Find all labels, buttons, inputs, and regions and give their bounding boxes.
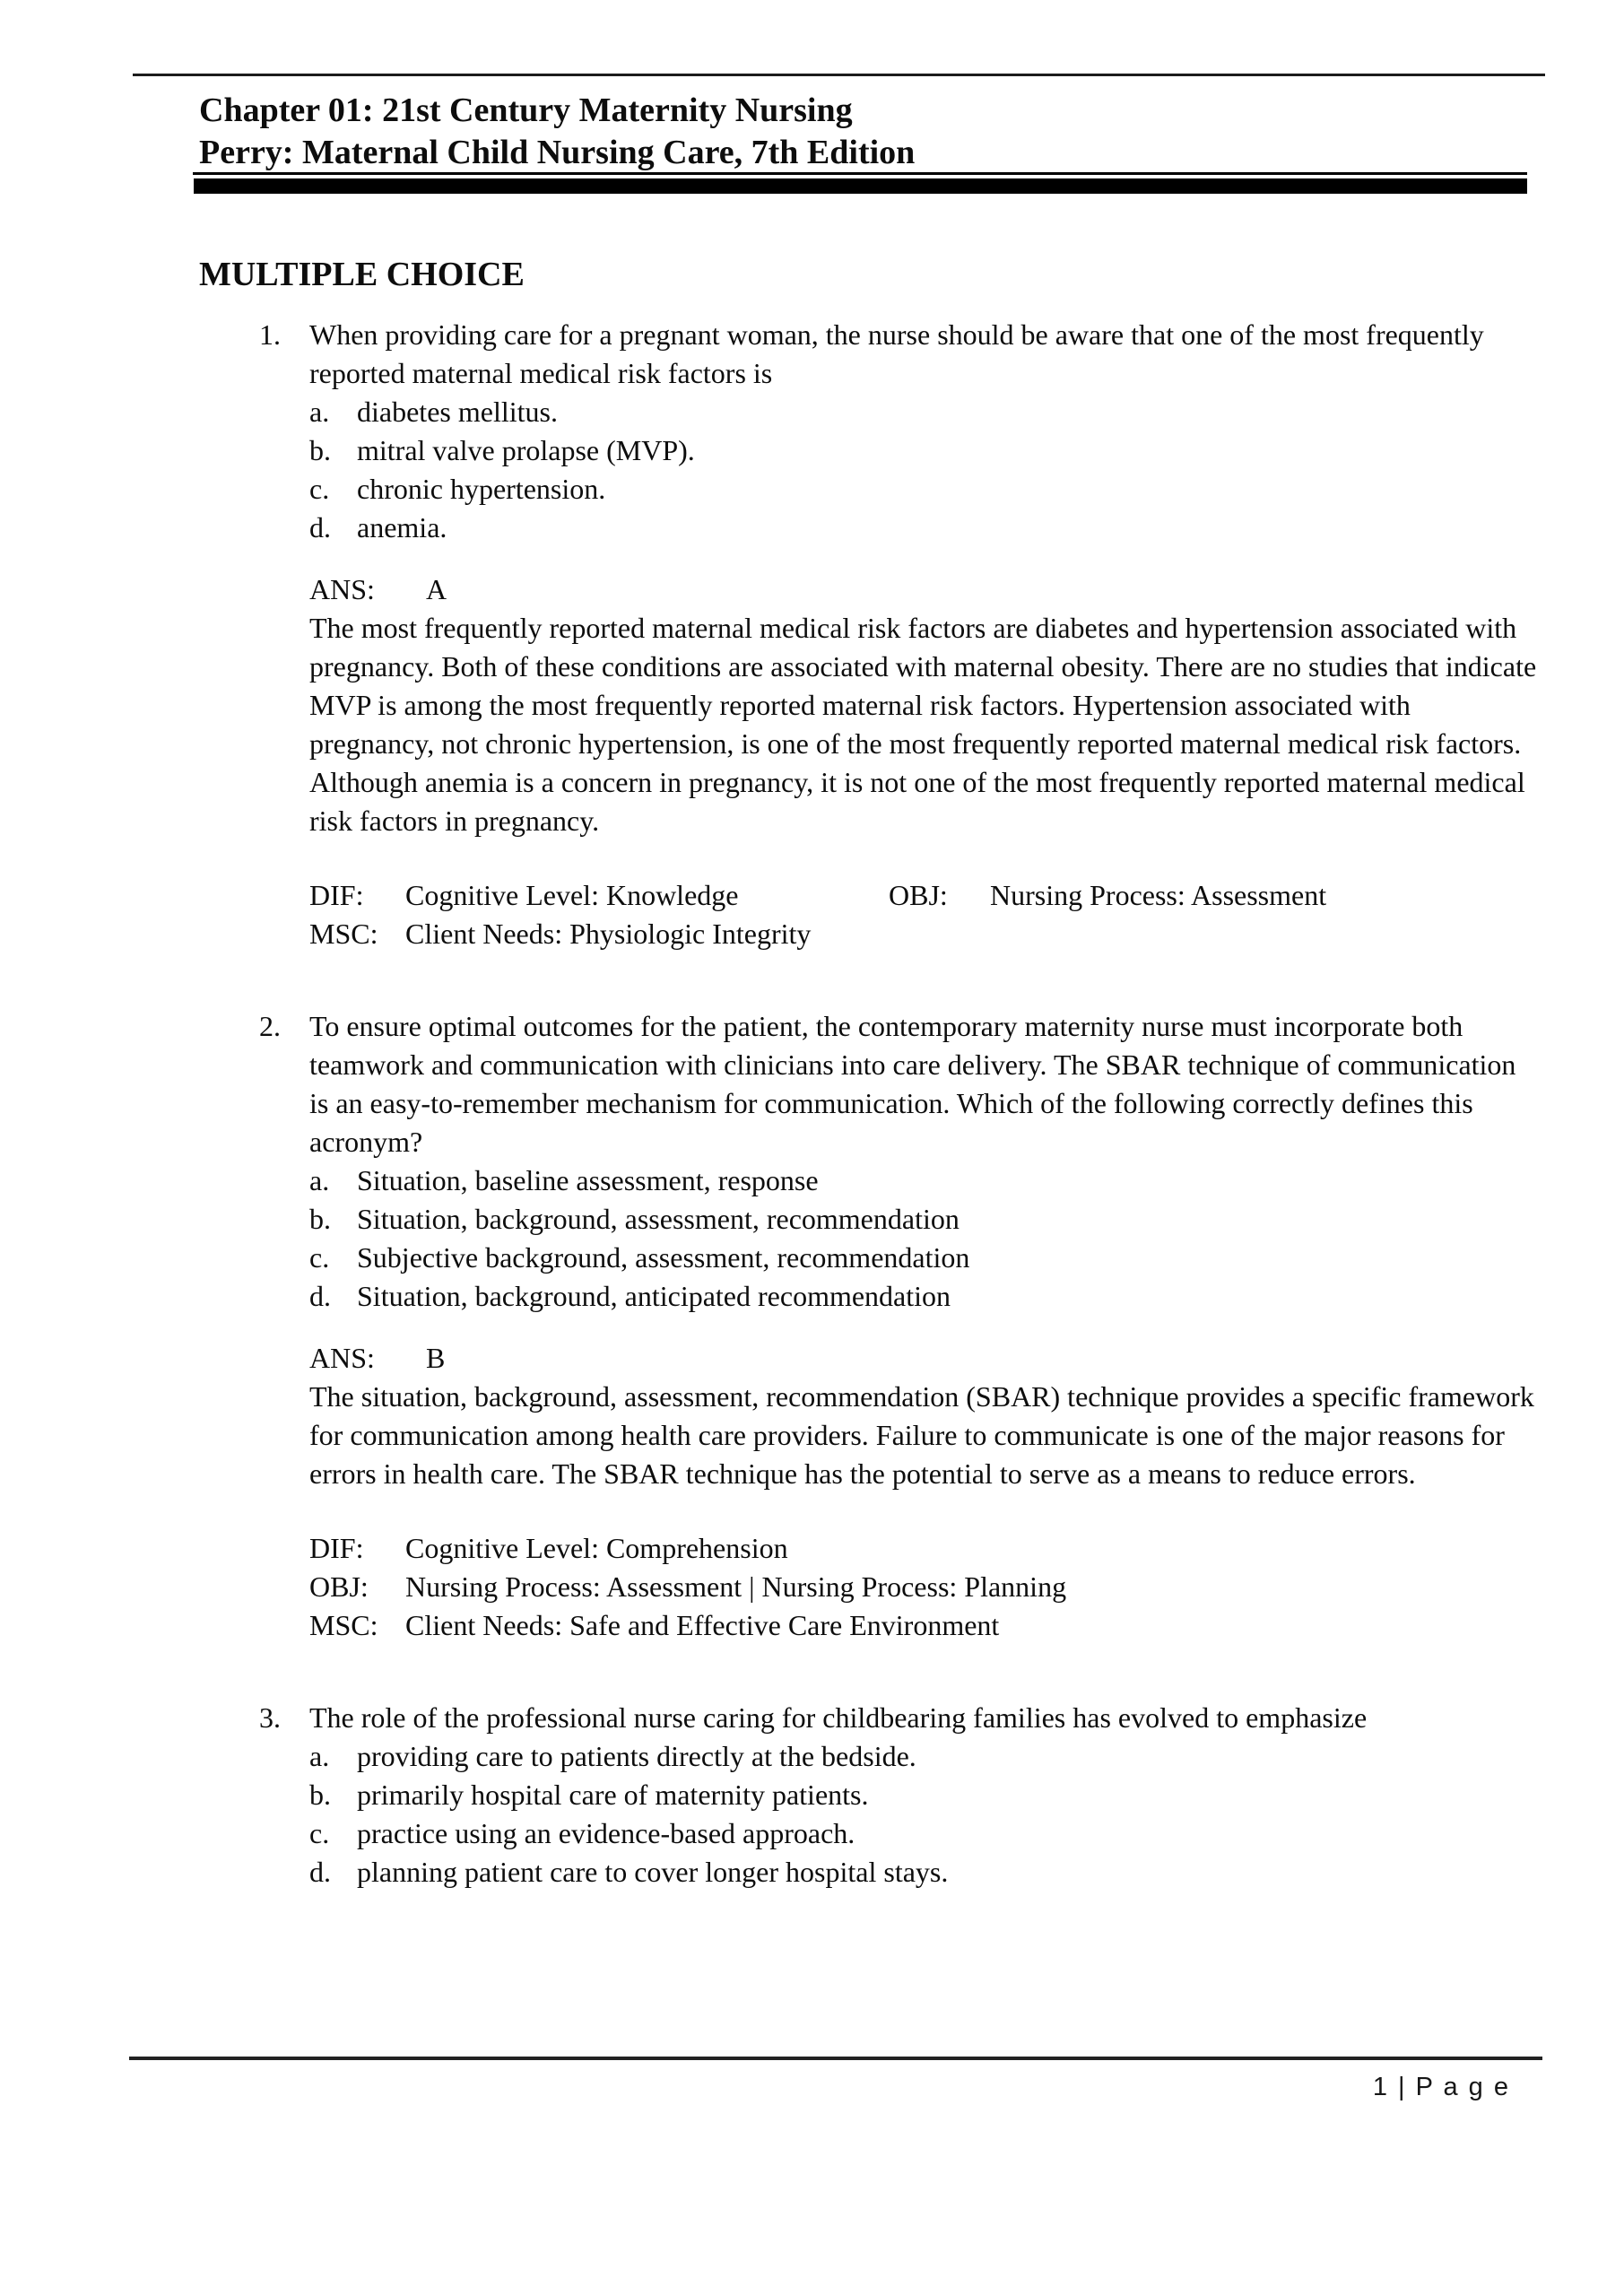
option-text: diabetes mellitus. bbox=[357, 396, 558, 428]
option-text: providing care to patients directly at the bedside. bbox=[357, 1740, 916, 1772]
question-3 bbox=[0, 1699, 1624, 1892]
option-letter: a. bbox=[309, 1164, 330, 1196]
page-number: 1 | P a g e bbox=[1372, 2073, 1510, 2101]
option-text: chronic hypertension. bbox=[357, 473, 606, 505]
option-letter: c. bbox=[309, 473, 330, 505]
question-number: 3. bbox=[259, 1701, 281, 1734]
option-text: practice using an evidence-based approach. bbox=[357, 1817, 855, 1849]
rationale-text: The most frequently reported maternal medical risk factors are diabetes and hypertension associated with pregnancy. Both of these conditions are associated with maternal obesity. There are no studies that indicate MVP is among the most frequently reported maternal risk factors. Hypertension associated with pregnancy, not chronic hypertension, is one of the most frequently reported maternal medical risk factors. Although anemia is a concern in pregnancy, it is not one of the most frequently reported maternal medical risk factors in pregnancy. bbox=[309, 612, 1537, 837]
option-row bbox=[309, 1161, 1624, 1200]
meta-row bbox=[309, 915, 1624, 953]
header-underline bbox=[193, 172, 1527, 175]
top-rule bbox=[133, 74, 1545, 76]
dif-value: Cognitive Level: Knowledge bbox=[405, 879, 739, 911]
dif-value: Cognitive Level: Comprehension bbox=[405, 1532, 788, 1564]
answer-line bbox=[309, 570, 1540, 609]
msc-label: MSC: bbox=[309, 1609, 378, 1641]
option-text: Situation, background, assessment, recommendation bbox=[357, 1203, 960, 1235]
option-row bbox=[309, 1239, 1624, 1277]
obj-value: Nursing Process: Assessment | Nursing Process: Planning bbox=[405, 1570, 1067, 1603]
option-row bbox=[309, 1776, 1624, 1814]
book-title: Perry: Maternal Child Nursing Care, 7th Edition bbox=[199, 134, 916, 171]
option-letter: a. bbox=[309, 396, 330, 428]
obj-value: Nursing Process: Assessment bbox=[990, 879, 1327, 911]
option-row bbox=[309, 1737, 1624, 1776]
answer-value: B bbox=[426, 1342, 446, 1374]
document-header bbox=[199, 90, 1527, 174]
question-stem-row bbox=[259, 316, 1624, 393]
answer-label: ANS: bbox=[309, 573, 375, 605]
question-stem: To ensure optimal outcomes for the patient, the contemporary maternity nurse must incorporate both teamwork and communication with clinicians into care delivery. The SBAR technique of communication is an easy-to-remember mechanism for communication. Which of the following correctly defines this acronym? bbox=[309, 1010, 1516, 1158]
header-black-bar bbox=[194, 178, 1527, 194]
page-footer bbox=[129, 2057, 1542, 2102]
option-letter: b. bbox=[309, 1203, 331, 1235]
option-letter: b. bbox=[309, 1779, 331, 1811]
meta-row bbox=[309, 1606, 1624, 1645]
msc-label: MSC: bbox=[309, 918, 378, 950]
dif-label: DIF: bbox=[309, 1532, 364, 1564]
question-number: 2. bbox=[259, 1010, 281, 1042]
question-list bbox=[0, 316, 1624, 1892]
option-row bbox=[309, 431, 1624, 470]
question-stem-row bbox=[259, 1007, 1624, 1161]
option-text: Situation, background, anticipated recommendation bbox=[357, 1280, 951, 1312]
option-text: mitral valve prolapse (MVP). bbox=[357, 434, 695, 466]
option-letter: a. bbox=[309, 1740, 330, 1772]
option-row bbox=[309, 470, 1624, 509]
msc-value: Client Needs: Safe and Effective Care Environment bbox=[405, 1609, 1000, 1641]
msc-value: Client Needs: Physiologic Integrity bbox=[405, 918, 812, 950]
option-row bbox=[309, 509, 1624, 547]
option-row bbox=[309, 1277, 1624, 1316]
option-letter: c. bbox=[309, 1241, 330, 1274]
meta-row bbox=[309, 876, 1624, 915]
option-text: anemia. bbox=[357, 511, 447, 544]
question-2 bbox=[0, 1007, 1624, 1645]
question-meta bbox=[309, 1529, 1624, 1645]
option-row bbox=[309, 1200, 1624, 1239]
option-text: Situation, baseline assessment, response bbox=[357, 1164, 819, 1196]
option-row bbox=[309, 1814, 1624, 1853]
obj-label: OBJ: bbox=[309, 1570, 369, 1603]
answer-line bbox=[309, 1339, 1540, 1378]
answer-label: ANS: bbox=[309, 1342, 375, 1374]
rationale-text: The situation, background, assessment, recommendation (SBAR) technique provides a specific framework for communication among health care providers. Failure to communicate is one of the major reasons for errors in health care. The SBAR technique has the potential to serve as a means to reduce errors. bbox=[309, 1380, 1534, 1490]
option-letter: c. bbox=[309, 1817, 330, 1849]
option-row bbox=[309, 393, 1624, 431]
question-stem-row bbox=[259, 1699, 1624, 1737]
option-letter: b. bbox=[309, 434, 331, 466]
answer-block bbox=[309, 1339, 1540, 1493]
dif-label: DIF: bbox=[309, 879, 364, 911]
chapter-title: Chapter 01: 21st Century Maternity Nursing bbox=[199, 91, 853, 129]
question-stem: The role of the professional nurse caring for childbearing families has evolved to emphasize bbox=[309, 1701, 1368, 1734]
option-letter: d. bbox=[309, 511, 331, 544]
question-1 bbox=[0, 316, 1624, 953]
option-letter: d. bbox=[309, 1280, 331, 1312]
answer-value: A bbox=[426, 573, 447, 605]
answer-block bbox=[309, 570, 1540, 840]
option-row bbox=[309, 1853, 1624, 1892]
obj-label: OBJ: bbox=[889, 879, 948, 911]
option-letter: d. bbox=[309, 1856, 331, 1888]
option-text: primarily hospital care of maternity patients. bbox=[357, 1779, 869, 1811]
option-text: Subjective background, assessment, recommendation bbox=[357, 1241, 970, 1274]
section-heading: MULTIPLE CHOICE bbox=[199, 256, 525, 293]
question-stem: When providing care for a pregnant woman, the nurse should be aware that one of the most frequently reported maternal medical risk factors is bbox=[309, 318, 1484, 389]
question-number: 1. bbox=[259, 318, 281, 351]
meta-row bbox=[309, 1529, 1624, 1568]
question-meta bbox=[309, 876, 1624, 953]
meta-row bbox=[309, 1568, 1624, 1606]
option-text: planning patient care to cover longer hospital stays. bbox=[357, 1856, 949, 1888]
